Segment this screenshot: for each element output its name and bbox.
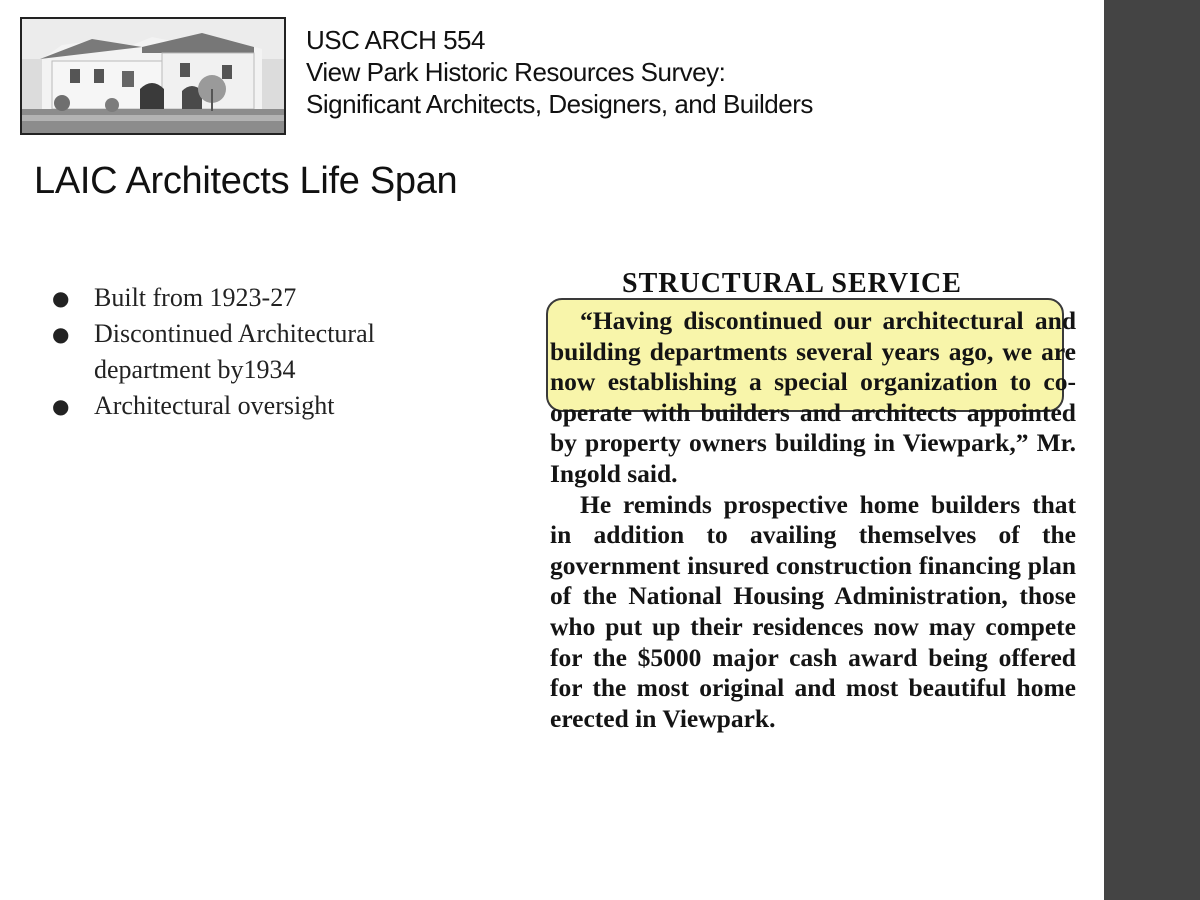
bullet-text: Architectural oversight (94, 391, 335, 420)
bullet-text: Discontinued Architectural department by1934 (94, 319, 375, 384)
side-panel (1104, 0, 1200, 900)
slide-title: LAIC Architects Life Span (34, 160, 458, 202)
bullet-list (52, 280, 492, 424)
clipping-paragraph-1: “Having discontinued our architectural and building departments several years ago, we are now establishing a special organization to co-operate with builders and architects appointed by property owners building in Viewpark,” Mr. Ingold said. (550, 306, 1076, 488)
house-photo (20, 17, 286, 135)
bullet-icon: ● (52, 286, 70, 310)
house-photo-image (22, 19, 284, 133)
clipping-paragraph-2: He reminds prospective home builders that in addition to availing themselves of the government insured construction financing plan of the National Housing Administration, those who put up their residences now may compete for the $5000 major cash award being offered for the most original and most beautiful home erected in Viewpark. (550, 489, 1076, 733)
bullet-item (52, 388, 492, 424)
bullet-text: Built from 1923-27 (94, 283, 297, 312)
course-header (306, 24, 813, 120)
newspaper-clipping (546, 262, 1082, 862)
bullet-icon: ● (52, 394, 70, 418)
survey-title: View Park Historic Resources Survey: (306, 57, 726, 87)
clipping-heading: STRUCTURAL SERVICE (622, 268, 962, 299)
bullet-icon: ● (52, 322, 70, 346)
clipping-body (550, 306, 1076, 734)
course-code: USC ARCH 554 (306, 25, 485, 55)
bullet-item (52, 280, 492, 316)
bullet-item (52, 316, 492, 388)
survey-subtitle: Significant Architects, Designers, and Builders (306, 89, 813, 119)
